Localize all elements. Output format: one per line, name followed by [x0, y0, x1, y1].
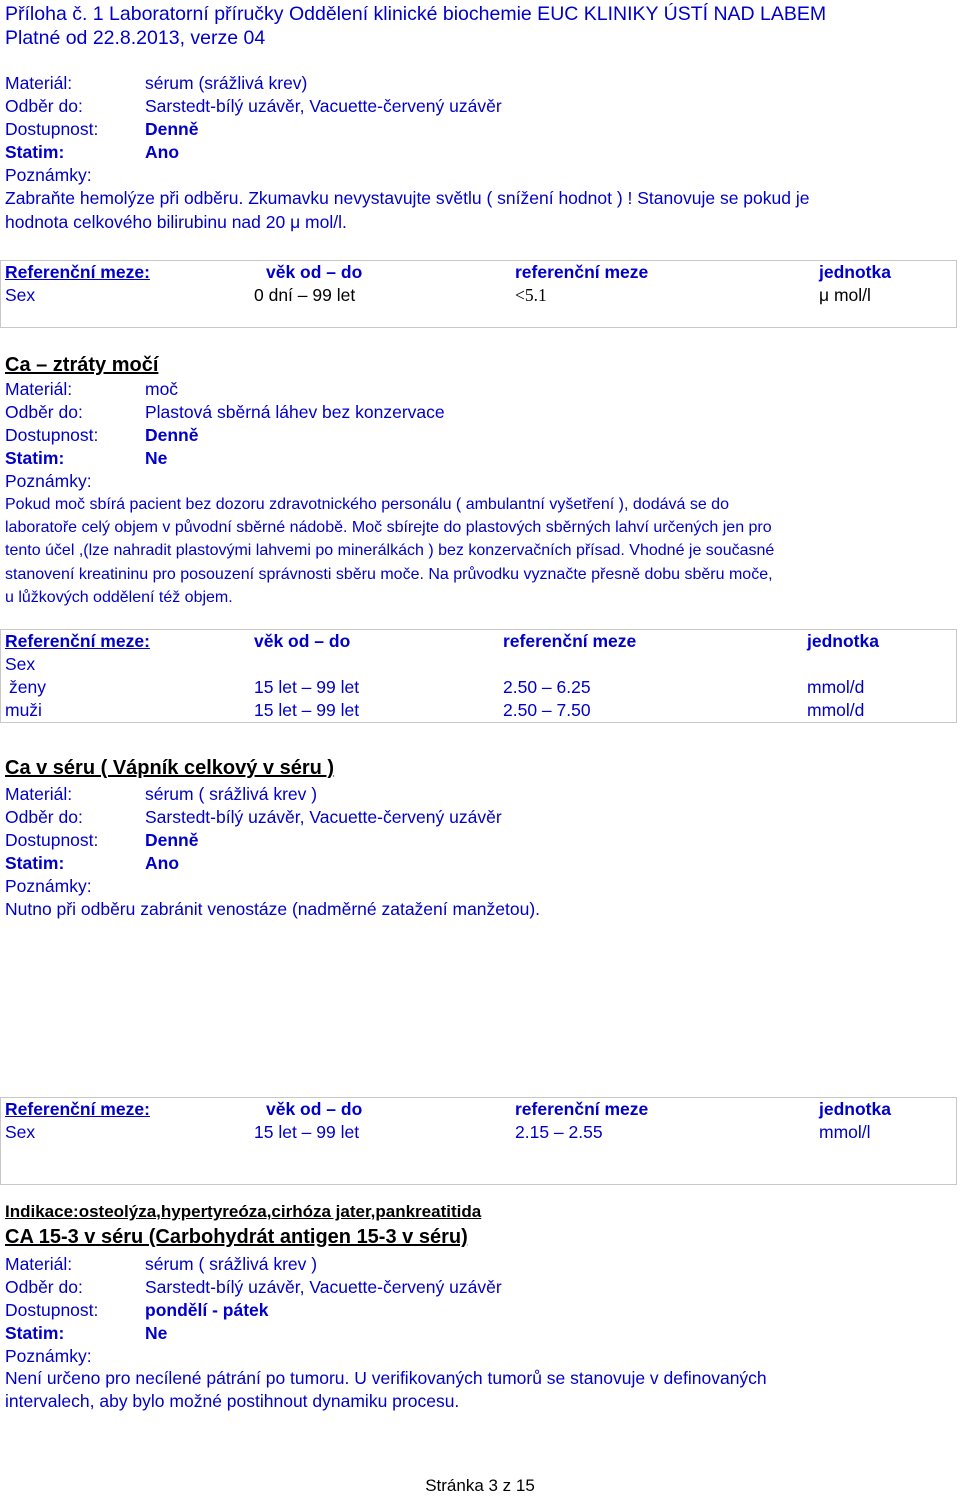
note-line: Není určeno pro necílené pátrání po tumoru. U verifikovaných tumorů se stanovuje v definovaných [5, 1368, 767, 1388]
section-title: Ca – ztráty močí [5, 354, 159, 376]
range-header: referenční meze [515, 1099, 649, 1119]
note-line: laboratoře celý objem v původní sběrné nádobě. Moč sbírejte do plastových sběrných lahví určených jen pro [5, 519, 772, 536]
poznamky-label: Poznámky: [5, 876, 92, 896]
range-cell: 2.50 – 6.25 [503, 677, 591, 697]
ref-header: Referenční meze: [5, 262, 150, 282]
indications: Indikace:osteolýza,hypertyreóza,cirhóza jater,pankreatitida [5, 1202, 482, 1221]
poznamky-label: Poznámky: [5, 471, 92, 491]
statim-label: Statim: [5, 853, 65, 873]
odber-row [5, 95, 502, 117]
range-header: referenční meze [503, 631, 637, 651]
dostupnost-value: Denně [145, 119, 199, 139]
sex-cell: muži [5, 700, 42, 720]
age-cell: 15 let – 99 let [254, 677, 360, 697]
odber-row [5, 401, 445, 423]
age-header: věk od – do [266, 262, 363, 282]
statim-value: Ano [145, 853, 180, 873]
sex-cell: Sex [5, 654, 36, 674]
odber-label: Odběr do: [5, 96, 83, 116]
note-line: Zabraňte hemolýze při odběru. Zkumavku nevystavujte světlu ( snížení hodnot ) ! Stanovuje se pokud je [5, 188, 810, 208]
sex-cell: Sex [5, 285, 36, 305]
material-label: Materiál: [5, 784, 73, 804]
material-value: sérum ( srážlivá krev ) [145, 1254, 318, 1274]
section-title: Ca v séru ( Vápník celkový v séru ) [5, 757, 335, 779]
note-line: Nutno při odběru zabránit venostáze (nadměrné zatažení manžetou). [5, 899, 541, 919]
unit-cell: mmol/d [807, 677, 865, 697]
dostupnost-label: Dostupnost: [5, 119, 99, 139]
note-line: stanovení kreatininu pro posouzení správnosti sběru moče. Na průvodku vyznačte přesně dobu sběru moče, [5, 566, 773, 583]
range-cell: 2.50 – 7.50 [503, 700, 591, 720]
unit-header: jednotka [819, 262, 891, 282]
odber-value: Sarstedt-bílý uzávěr, Vacuette-červený uzávěr [145, 807, 502, 827]
poznamky-label: Poznámky: [5, 1346, 92, 1366]
statim-row [5, 852, 179, 874]
range-header: referenční meze [515, 262, 649, 282]
dostupnost-value: pondělí - pátek [145, 1300, 269, 1320]
age-cell: 15 let – 99 let [254, 1122, 360, 1142]
material-label: Materiál: [5, 73, 73, 93]
odber-row [5, 1276, 502, 1298]
statim-row [5, 1322, 167, 1344]
ref-header: Referenční meze: [5, 631, 150, 651]
odber-value: Sarstedt-bílý uzávěr, Vacuette-červený uzávěr [145, 96, 502, 116]
age-cell: 15 let – 99 let [254, 700, 360, 720]
note-line: u lůžkových oddělení též objem. [5, 589, 233, 606]
document-header-version: Platné od 22.8.2013, verze 04 [5, 27, 266, 49]
age-header: věk od – do [266, 1099, 363, 1119]
material-label: Materiál: [5, 379, 73, 399]
unit-cell: μ mol/l [819, 285, 871, 305]
unit-cell: mmol/d [807, 700, 865, 720]
dostupnost-row [5, 118, 198, 140]
material-label: Materiál: [5, 1254, 73, 1274]
statim-label: Statim: [5, 448, 65, 468]
ref-header: Referenční meze: [5, 1099, 150, 1119]
range-cell: <5.1 [515, 285, 547, 305]
reference-table [0, 1097, 957, 1185]
material-row [5, 1253, 317, 1275]
dostupnost-label: Dostupnost: [5, 830, 99, 850]
note-line: hodnota celkového bilirubinu nad 20 μ mol/l. [5, 212, 347, 232]
dostupnost-value: Denně [145, 425, 199, 445]
dostupnost-row [5, 829, 198, 851]
unit-header: jednotka [807, 631, 879, 651]
age-cell: 0 dní – 99 let [254, 285, 356, 305]
odber-value: Sarstedt-bílý uzávěr, Vacuette-červený uzávěr [145, 1277, 502, 1297]
statim-label: Statim: [5, 1323, 65, 1343]
odber-label: Odběr do: [5, 402, 83, 422]
odber-label: Odběr do: [5, 1277, 83, 1297]
material-row [5, 378, 178, 400]
material-value: moč [145, 379, 179, 399]
unit-cell: mmol/l [819, 1122, 871, 1142]
statim-row [5, 141, 179, 163]
range-cell: 2.15 – 2.55 [515, 1122, 603, 1142]
sex-cell: ženy [9, 677, 46, 697]
dostupnost-label: Dostupnost: [5, 1300, 99, 1320]
reference-table [0, 260, 957, 328]
dostupnost-row [5, 424, 198, 446]
statim-value: Ne [145, 1323, 168, 1343]
poznamky-label: Poznámky: [5, 165, 92, 185]
dostupnost-value: Denně [145, 830, 199, 850]
odber-label: Odběr do: [5, 807, 83, 827]
dostupnost-label: Dostupnost: [5, 425, 99, 445]
note-line: intervalech, aby bylo možné postihnout dynamiku procesu. [5, 1391, 460, 1411]
reference-table [0, 629, 957, 723]
sex-cell: Sex [5, 1122, 36, 1142]
page-number: Stránka 3 z 15 [425, 1476, 535, 1495]
material-value: sérum ( srážlivá krev ) [145, 784, 318, 804]
statim-value: Ne [145, 448, 168, 468]
section-title: CA 15-3 v séru (Carbohydrát antigen 15-3 v séru) [5, 1226, 468, 1248]
statim-row [5, 447, 167, 469]
dostupnost-row [5, 1299, 268, 1321]
document-header-title: Příloha č. 1 Laboratorní příručky Oddělení klinické biochemie EUC KLINIKY ÚSTÍ NAD LABEM [5, 3, 827, 25]
odber-row [5, 806, 502, 828]
age-header: věk od – do [254, 631, 351, 651]
unit-header: jednotka [819, 1099, 891, 1119]
odber-value: Plastová sběrná láhev bez konzervace [145, 402, 445, 422]
material-row [5, 783, 317, 805]
note-line: Pokud moč sbírá pacient bez dozoru zdravotnického personálu ( ambulantní vyšetření ), dodává se do [5, 496, 729, 513]
material-value: sérum (srážlivá krev) [145, 73, 308, 93]
statim-value: Ano [145, 142, 180, 162]
statim-label: Statim: [5, 142, 65, 162]
note-line: tento účel ,(lze nahradit plastovými lahvemi po minerálkách ) bez konzervačních přísad. Vhodné je současné [5, 542, 775, 559]
material-row [5, 72, 307, 94]
